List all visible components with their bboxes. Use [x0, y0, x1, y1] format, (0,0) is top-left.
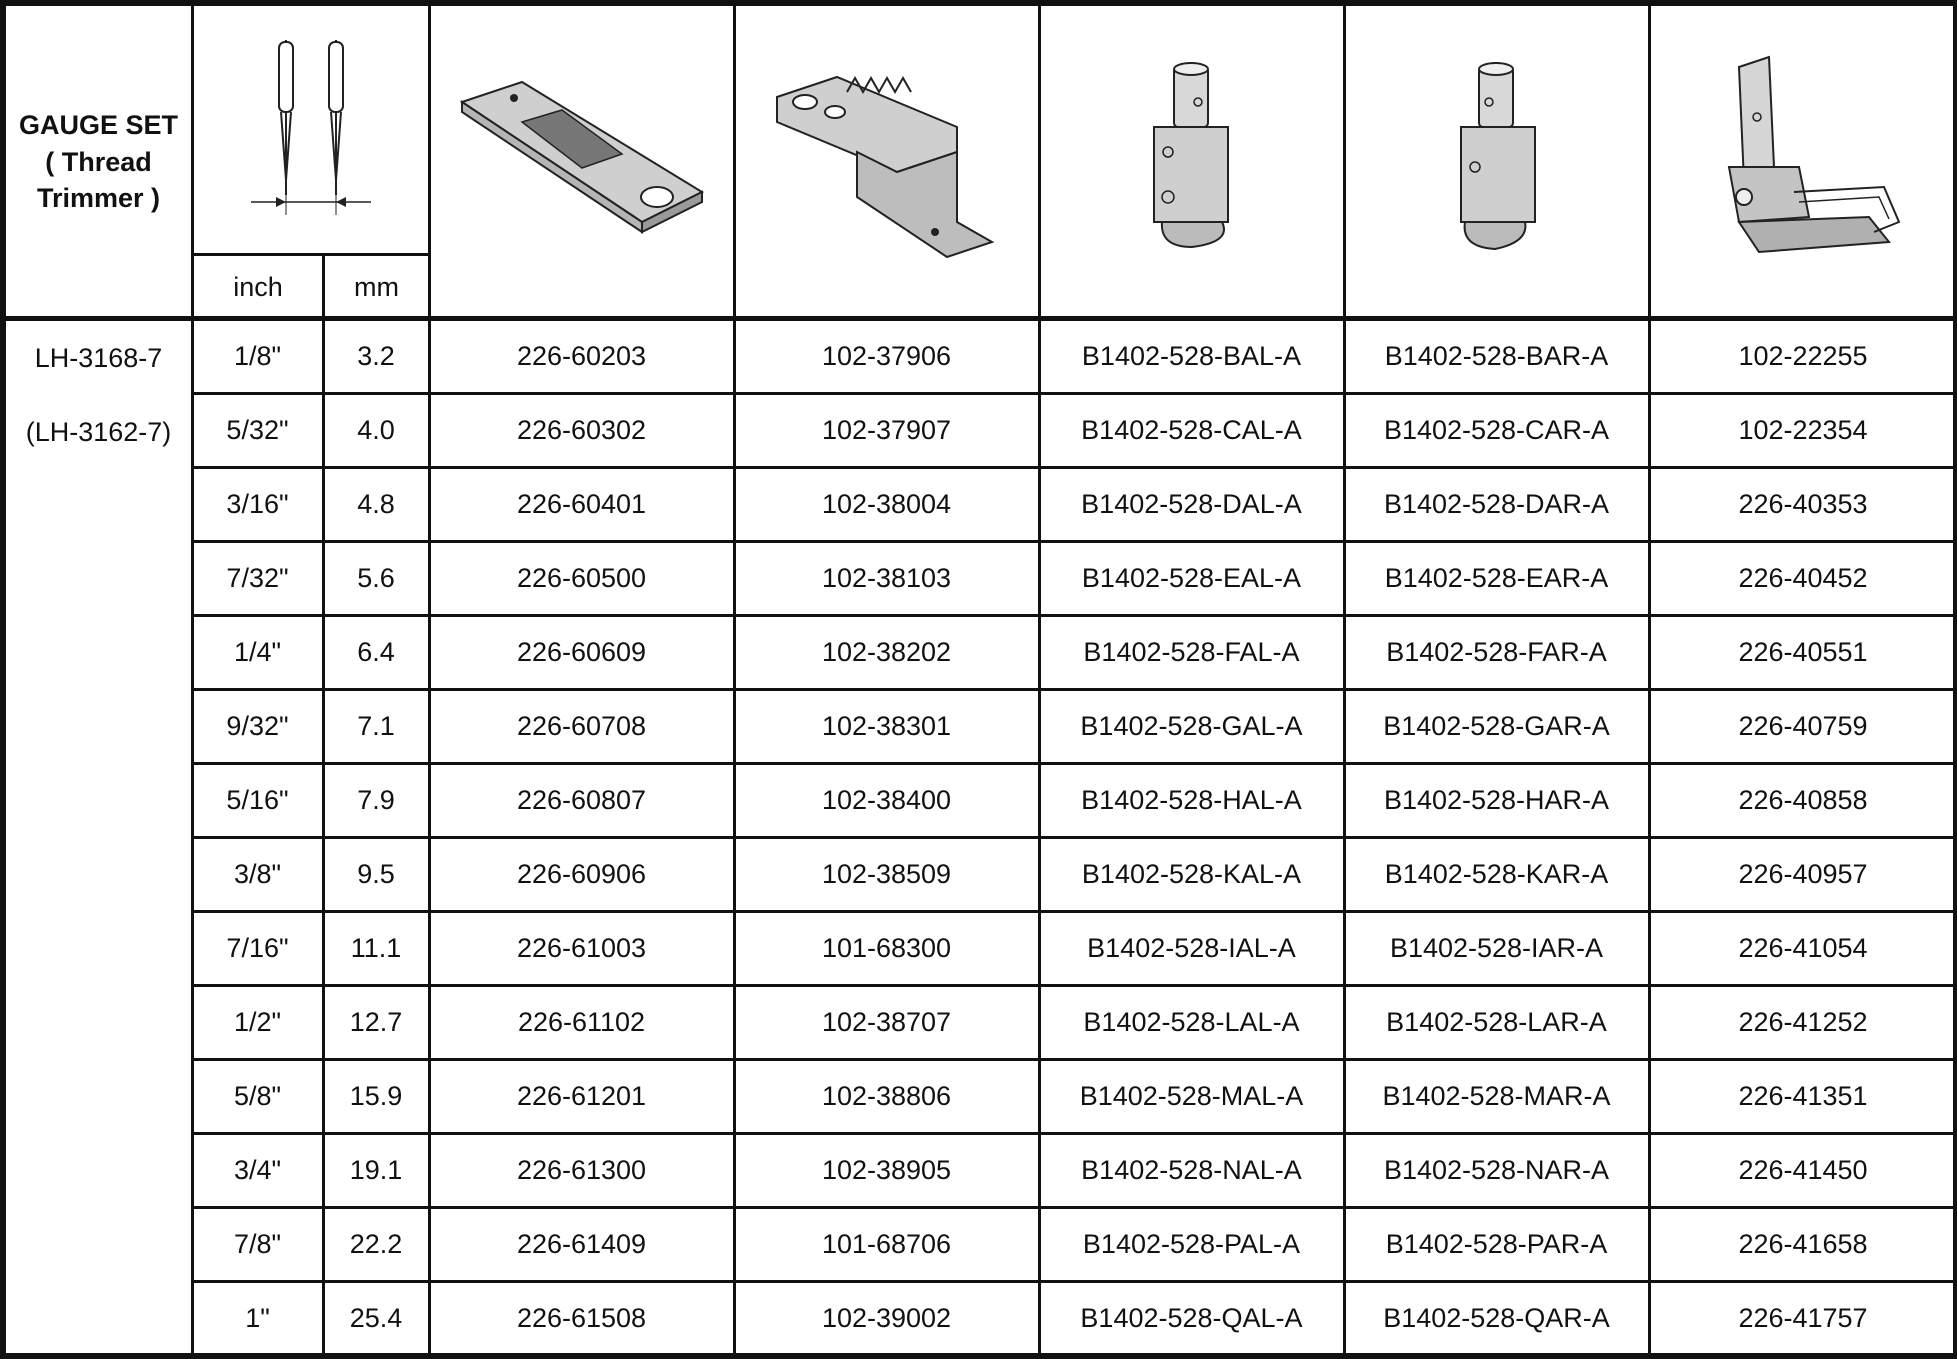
- mm-cell: 15.9: [349, 1080, 403, 1111]
- inch-cell: 5/16": [226, 784, 289, 815]
- row-divider: [192, 762, 1957, 765]
- needle-clamp-right-part-no: B1402-528-QAR-A: [1383, 1302, 1610, 1333]
- feed-dog-part-no: 102-38905: [821, 1154, 952, 1185]
- mm-cell: 9.5: [357, 858, 395, 889]
- feed-dog-part-no: 102-38400: [821, 784, 952, 815]
- mm-cell: 4.8: [357, 488, 395, 519]
- feed-dog-part-no: 102-37906: [821, 340, 952, 371]
- feed-dog-part-no: 102-38202: [821, 636, 952, 667]
- inch-cell: 3/4": [233, 1154, 282, 1185]
- presser-foot-part-no: 226-40759: [1738, 710, 1868, 741]
- needle-plate-part-no: 226-61300: [516, 1154, 647, 1185]
- needle-clamp-right-part-no: B1402-528-NAR-A: [1383, 1154, 1610, 1185]
- needle-clamp-left-part-no: B1402-528-KAL-A: [1081, 858, 1302, 889]
- needle-clamp-right-part-no: B1402-528-PAR-A: [1385, 1228, 1608, 1259]
- feed-dog-part-no: 102-38707: [821, 1006, 952, 1037]
- inch-cell: 5/8": [233, 1080, 282, 1111]
- presser-foot-part-no: 226-41252: [1738, 1006, 1868, 1037]
- inch-cell: 5/32": [226, 414, 289, 445]
- inch-cell: 7/32": [226, 562, 289, 593]
- needle-clamp-right-icon: [1346, 6, 1648, 318]
- mm-cell: 4.0: [357, 414, 395, 445]
- inch-cell: 9/32": [226, 710, 289, 741]
- needle-plate-part-no: 226-61003: [516, 932, 647, 963]
- needle-clamp-right-part-no: B1402-528-KAR-A: [1384, 858, 1609, 889]
- row-divider: [192, 466, 1957, 469]
- needle-clamp-left-part-no: B1402-528-EAL-A: [1081, 562, 1302, 593]
- feed-dog-part-no: 102-37907: [821, 414, 952, 445]
- needle-plate-part-no: 226-61409: [516, 1228, 647, 1259]
- presser-foot-part-no: 226-41351: [1738, 1080, 1868, 1111]
- needle-clamp-right-part-no: B1402-528-CAR-A: [1383, 414, 1610, 445]
- inch-cell: 1/4": [233, 636, 282, 667]
- presser-foot-part-no: 226-40551: [1738, 636, 1868, 667]
- needle-clamp-right-part-no: B1402-528-GAR-A: [1383, 710, 1610, 741]
- model-label: (LH-3162-7): [25, 416, 172, 447]
- needle-clamp-left-part-no: B1402-528-MAL-A: [1079, 1080, 1304, 1111]
- needle-clamp-left-part-no: B1402-528-NAL-A: [1081, 1154, 1302, 1185]
- inch-cell: 1": [245, 1302, 270, 1333]
- needle-plate-part-no: 226-60203: [516, 340, 647, 371]
- needle-plate-part-no: 226-60500: [516, 562, 647, 593]
- table-border-left: [0, 0, 6, 1359]
- needle-clamp-left-part-no: B1402-528-DAL-A: [1081, 488, 1302, 519]
- column-divider: [733, 0, 736, 1355]
- feed-dog-icon: [736, 6, 1038, 318]
- needle-clamp-left-part-no: B1402-528-CAL-A: [1081, 414, 1302, 445]
- needle-clamp-right-part-no: B1402-528-FAR-A: [1386, 636, 1607, 667]
- needle-plate-part-no: 226-60807: [516, 784, 647, 815]
- row-divider: [192, 910, 1957, 913]
- feed-dog-part-no: 102-38301: [821, 710, 952, 741]
- feed-dog-part-no: 101-68706: [821, 1228, 952, 1259]
- presser-foot-part-no: 226-40957: [1738, 858, 1868, 889]
- presser-foot-part-no: 226-40452: [1738, 562, 1868, 593]
- inch-cell: 3/16": [226, 488, 289, 519]
- needle-plate-part-no: 226-60906: [516, 858, 647, 889]
- feed-dog-part-no: 101-68300: [821, 932, 952, 963]
- title-line-2: ( Thread: [45, 146, 152, 177]
- needle-clamp-right-part-no: B1402-528-LAR-A: [1386, 1006, 1607, 1037]
- needle-plate-part-no: 226-60302: [516, 414, 647, 445]
- presser-foot-part-no: 226-41658: [1738, 1228, 1868, 1259]
- feed-dog-part-no: 102-38103: [821, 562, 952, 593]
- mm-cell: 22.2: [349, 1228, 403, 1259]
- feed-dog-part-no: 102-38509: [821, 858, 952, 889]
- column-divider: [322, 253, 325, 1355]
- presser-foot-part-no: 226-41450: [1738, 1154, 1868, 1185]
- mm-cell: 6.4: [357, 636, 395, 667]
- row-divider: [192, 614, 1957, 617]
- needle-plate-part-no: 226-60708: [516, 710, 647, 741]
- row-divider: [192, 540, 1957, 543]
- inch-cell: 3/8": [233, 858, 282, 889]
- mm-cell: 25.4: [349, 1302, 403, 1333]
- presser-foot-part-no: 226-40858: [1738, 784, 1868, 815]
- table-border-right: [1953, 0, 1957, 1359]
- mm-cell: 7.1: [357, 710, 395, 741]
- needle-clamp-left-part-no: B1402-528-LAL-A: [1083, 1006, 1300, 1037]
- unit-divider: [192, 253, 429, 256]
- needle-clamp-left-part-no: B1402-528-FAL-A: [1083, 636, 1300, 667]
- needle-plate-part-no: 226-61508: [516, 1302, 647, 1333]
- title-line-1: GAUGE SET: [18, 110, 179, 141]
- needle-clamp-right-part-no: B1402-528-MAR-A: [1382, 1080, 1611, 1111]
- inch-cell: 1/8": [233, 340, 282, 371]
- row-divider: [192, 392, 1957, 395]
- column-divider: [191, 0, 194, 1355]
- feed-dog-part-no: 102-39002: [821, 1302, 952, 1333]
- needle-clamp-right-part-no: B1402-528-BAR-A: [1384, 340, 1609, 371]
- row-divider: [192, 1132, 1957, 1135]
- title-line-3: Trimmer ): [36, 183, 161, 214]
- needle-clamp-left-part-no: B1402-528-IAL-A: [1087, 932, 1296, 963]
- inch-cell: 7/8": [233, 1228, 282, 1259]
- needle-clamp-left-part-no: B1402-528-PAL-A: [1082, 1228, 1301, 1259]
- needle-plate-icon: [431, 6, 733, 318]
- gauge-set-title: [6, 6, 191, 318]
- feed-dog-part-no: 102-38806: [821, 1080, 952, 1111]
- row-divider: [192, 836, 1957, 839]
- needle-clamp-left-part-no: B1402-528-BAL-A: [1081, 340, 1302, 371]
- needle-clamp-right-part-no: B1402-528-DAR-A: [1383, 488, 1610, 519]
- column-divider: [428, 0, 431, 1355]
- mm-cell: 11.1: [350, 932, 402, 963]
- row-divider: [192, 688, 1957, 691]
- needle-clamp-left-part-no: B1402-528-GAL-A: [1080, 710, 1303, 741]
- header-divider: [0, 316, 1957, 321]
- row-divider: [192, 1280, 1957, 1283]
- needle-clamp-left-part-no: B1402-528-QAL-A: [1080, 1302, 1303, 1333]
- needle-plate-part-no: 226-60609: [516, 636, 647, 667]
- presser-foot-part-no: 226-41054: [1738, 932, 1868, 963]
- needle-clamp-right-part-no: B1402-528-IAR-A: [1389, 932, 1604, 963]
- presser-foot-icon: [1651, 6, 1957, 318]
- inch-cell: 7/16": [226, 932, 289, 963]
- needle-plate-part-no: 226-60401: [516, 488, 647, 519]
- feed-dog-part-no: 102-38004: [821, 488, 952, 519]
- presser-foot-part-no: 226-40353: [1738, 488, 1868, 519]
- presser-foot-part-no: 102-22255: [1738, 340, 1868, 371]
- needle-clamp-right-part-no: B1402-528-EAR-A: [1384, 562, 1609, 593]
- model-label: LH-3168-7: [34, 342, 163, 373]
- row-divider: [192, 984, 1957, 987]
- needle-clamp-left-icon: [1041, 6, 1343, 318]
- presser-foot-part-no: 102-22354: [1738, 414, 1868, 445]
- mm-cell: 12.7: [349, 1006, 403, 1037]
- mm-cell: 5.6: [357, 562, 395, 593]
- mm-cell: 19.1: [349, 1154, 403, 1185]
- unit-mm-label: mm: [354, 272, 399, 302]
- inch-cell: 1/2": [233, 1006, 282, 1037]
- row-divider: [192, 1206, 1957, 1209]
- column-divider: [1343, 0, 1346, 1355]
- table-border-top: [0, 0, 1957, 6]
- mm-cell: 7.9: [357, 784, 395, 815]
- presser-foot-part-no: 226-41757: [1738, 1302, 1868, 1333]
- needle-clamp-left-part-no: B1402-528-HAL-A: [1081, 784, 1302, 815]
- needle-plate-part-no: 226-61201: [516, 1080, 647, 1111]
- needle-pair-icon: [194, 6, 428, 254]
- column-divider: [1648, 0, 1651, 1355]
- mm-cell: 3.2: [357, 340, 395, 371]
- needle-plate-part-no: 226-61102: [517, 1006, 646, 1037]
- column-divider: [1038, 0, 1041, 1355]
- unit-inch-label: inch: [233, 272, 283, 302]
- needle-clamp-right-part-no: B1402-528-HAR-A: [1383, 784, 1610, 815]
- row-divider: [192, 1058, 1957, 1061]
